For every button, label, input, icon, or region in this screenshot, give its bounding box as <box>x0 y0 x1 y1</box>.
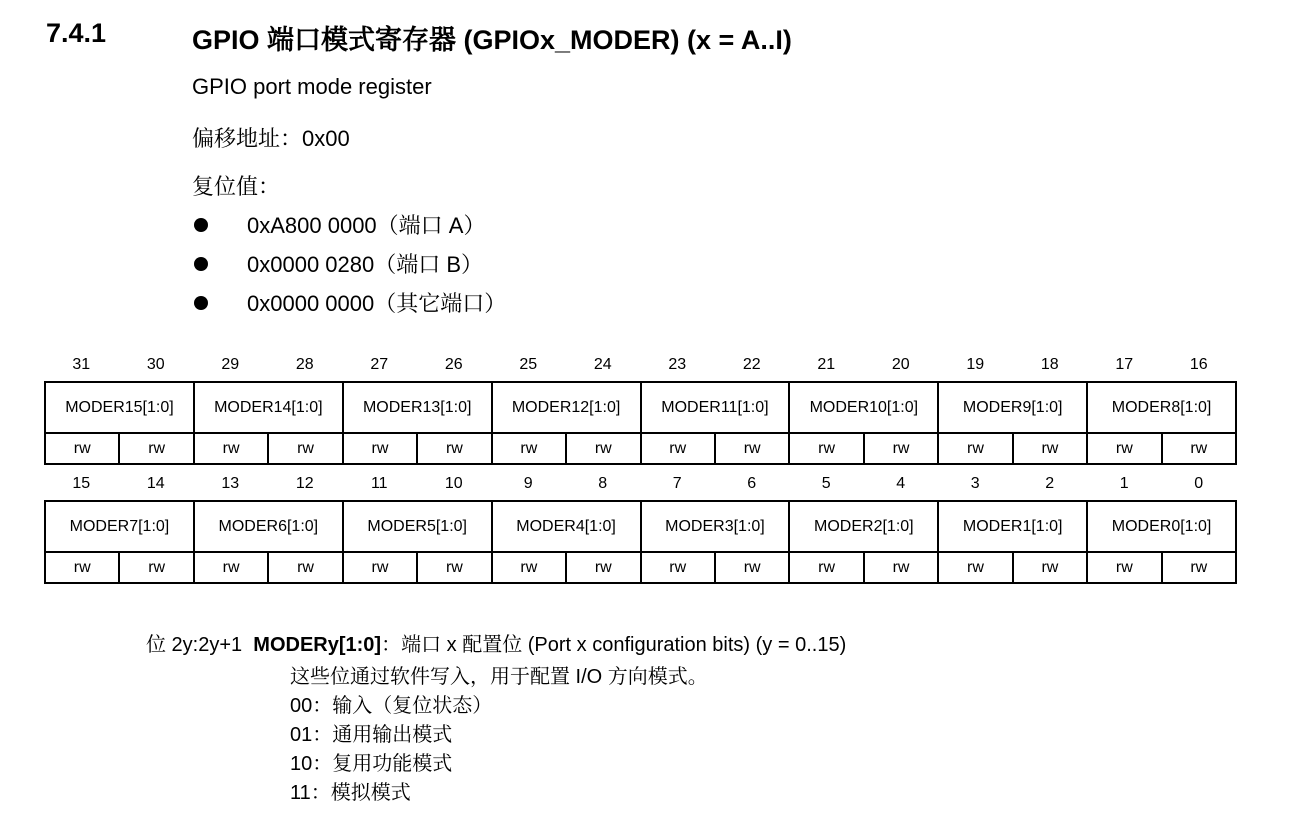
reset-value-label: 复位值： <box>192 174 281 199</box>
bit-number: 17 <box>1115 356 1134 373</box>
lower-bit-numbers <box>44 472 1236 496</box>
bit-number: 29 <box>221 356 240 373</box>
bullet-icon <box>194 218 208 232</box>
bit-number: 4 <box>896 475 906 492</box>
access-type: rw <box>1013 433 1087 464</box>
bit-number: 19 <box>966 356 985 373</box>
access-type: rw <box>492 552 566 583</box>
reset-value-item <box>192 283 506 322</box>
access-type: rw <box>789 433 863 464</box>
register-field: MODER6[1:0] <box>194 501 343 552</box>
bit-number: 3 <box>970 475 980 492</box>
bit-number: 15 <box>72 475 91 492</box>
bit-number: 14 <box>146 475 165 492</box>
access-type: rw <box>715 552 789 583</box>
reset-value-item <box>192 244 506 283</box>
bit-number: 5 <box>821 475 831 492</box>
access-type: rw <box>566 433 640 464</box>
field-name: MODERy[1:0] <box>253 634 382 656</box>
access-type: rw <box>938 433 1012 464</box>
bit-number: 7 <box>672 475 682 492</box>
bullet-icon <box>194 257 208 271</box>
access-type: rw <box>45 552 119 583</box>
description-line: 01：通用输出模式 <box>290 724 453 746</box>
section-title: GPIO 端口模式寄存器 (GPIOx_MODER) (x = A..I) <box>192 25 792 55</box>
bit-number: 22 <box>742 356 761 373</box>
access-type: rw <box>194 552 268 583</box>
register-field: MODER7[1:0] <box>45 501 194 552</box>
access-type: rw <box>343 433 417 464</box>
access-type: rw <box>1162 552 1236 583</box>
register-field: MODER5[1:0] <box>343 501 492 552</box>
access-type: rw <box>566 552 640 583</box>
description-line: 10：复用功能模式 <box>290 753 453 775</box>
register-field: MODER1[1:0] <box>938 501 1087 552</box>
access-type: rw <box>45 433 119 464</box>
bit-number: 21 <box>817 356 836 373</box>
access-type: rw <box>864 552 938 583</box>
access-type: rw <box>119 552 193 583</box>
access-type: rw <box>1013 552 1087 583</box>
bit-number: 28 <box>295 356 314 373</box>
access-type: rw <box>641 552 715 583</box>
access-type: rw <box>268 433 342 464</box>
bit-number: 11 <box>370 475 388 492</box>
register-field: MODER14[1:0] <box>194 382 343 433</box>
register-field: MODER4[1:0] <box>492 501 641 552</box>
bit-number: 26 <box>444 356 463 373</box>
bit-number: 0 <box>1194 475 1204 492</box>
reset-value-text: 0xA800 0000（端口 A） <box>247 213 486 238</box>
register-table-upper <box>44 381 1237 465</box>
bit-number: 31 <box>72 356 91 373</box>
register-field: MODER2[1:0] <box>789 501 938 552</box>
access-type: rw <box>864 433 938 464</box>
register-field: MODER3[1:0] <box>641 501 790 552</box>
register-field: MODER11[1:0] <box>641 382 790 433</box>
bit-number: 16 <box>1189 356 1208 373</box>
access-type: rw <box>492 433 566 464</box>
bit-description-body <box>290 663 708 808</box>
bit-number: 23 <box>668 356 687 373</box>
bit-number: 9 <box>523 475 533 492</box>
reset-value-item <box>192 205 506 244</box>
reset-value-text: 0x0000 0280（端口 B） <box>247 252 484 277</box>
bit-number: 2 <box>1045 475 1055 492</box>
access-type: rw <box>641 433 715 464</box>
register-table-lower <box>44 500 1237 584</box>
field-description: ：端口 x 配置位 (Port x configuration bits) (y = 0..15) <box>381 634 847 656</box>
description-line: 00：输入（复位状态） <box>290 695 493 717</box>
bit-number: 27 <box>370 356 389 373</box>
bit-number: 20 <box>891 356 910 373</box>
offset-address: 偏移地址：0x00 <box>192 126 350 151</box>
bullet-icon <box>194 296 208 310</box>
bit-number: 1 <box>1119 475 1129 492</box>
access-type: rw <box>417 552 491 583</box>
bit-number: 13 <box>221 475 240 492</box>
access-type: rw <box>1087 433 1161 464</box>
register-field: MODER8[1:0] <box>1087 382 1236 433</box>
reset-value-text: 0x0000 0000（其它端口） <box>247 291 507 316</box>
bit-number: 18 <box>1040 356 1059 373</box>
register-field: MODER0[1:0] <box>1087 501 1236 552</box>
access-type: rw <box>119 433 193 464</box>
description-line: 11：模拟模式 <box>290 782 411 804</box>
access-type: rw <box>417 433 491 464</box>
upper-bit-numbers <box>44 353 1236 377</box>
access-type: rw <box>789 552 863 583</box>
access-type: rw <box>715 433 789 464</box>
bit-number: 30 <box>146 356 165 373</box>
register-field: MODER10[1:0] <box>789 382 938 433</box>
access-type: rw <box>194 433 268 464</box>
access-type: rw <box>343 552 417 583</box>
reset-value-list <box>192 205 506 322</box>
register-field: MODER15[1:0] <box>45 382 194 433</box>
register-field: MODER12[1:0] <box>492 382 641 433</box>
register-subtitle: GPIO port mode register <box>192 74 432 99</box>
bit-number: 8 <box>598 475 608 492</box>
bit-number: 25 <box>519 356 538 373</box>
bit-number: 24 <box>593 356 612 373</box>
bit-number: 6 <box>747 475 757 492</box>
bit-number: 12 <box>295 475 314 492</box>
bit-range: 位 2y:2y+1 <box>146 634 243 656</box>
access-type: rw <box>938 552 1012 583</box>
bit-number: 10 <box>444 475 463 492</box>
section-number: 7.4.1 <box>46 18 107 48</box>
access-type: rw <box>1162 433 1236 464</box>
register-field: MODER13[1:0] <box>343 382 492 433</box>
bit-description-heading <box>146 628 846 657</box>
access-type: rw <box>268 552 342 583</box>
register-field: MODER9[1:0] <box>938 382 1087 433</box>
description-line: 这些位通过软件写入，用于配置 I/O 方向模式。 <box>290 666 708 688</box>
access-type: rw <box>1087 552 1161 583</box>
